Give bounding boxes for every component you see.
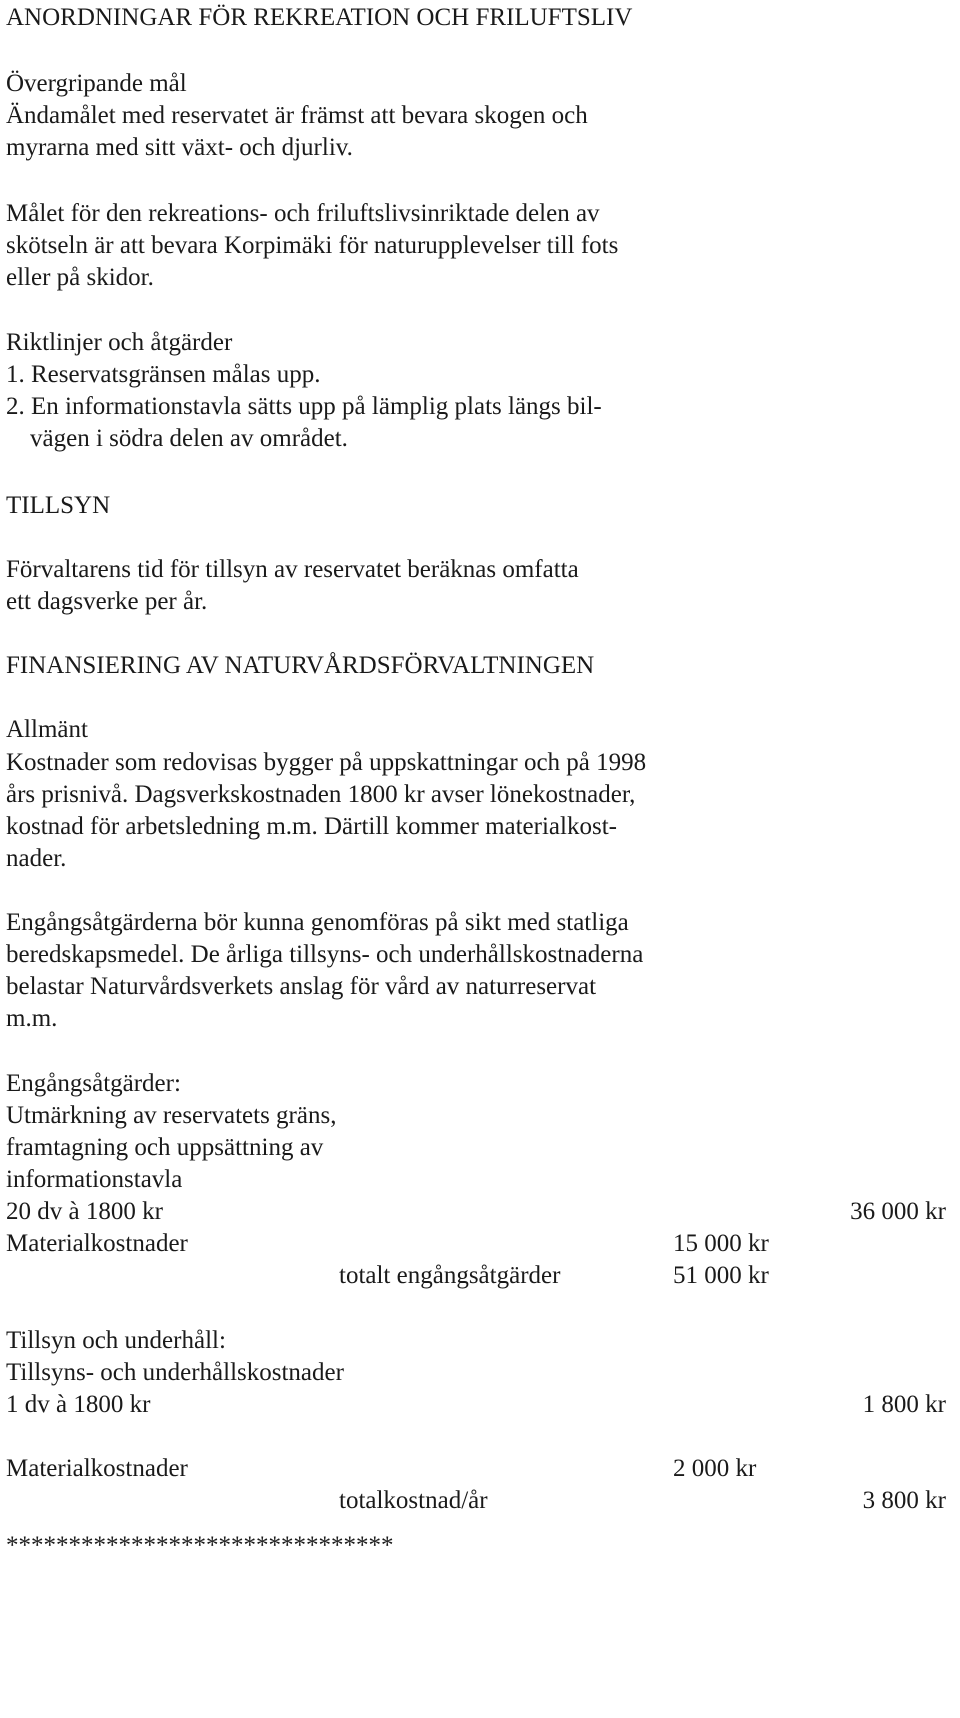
- goal-line: eller på skidor.: [6, 264, 154, 291]
- maintenance-total-amount: 3 800 kr: [862, 1487, 946, 1514]
- maintenance-labor-label: 1 dv à 1800 kr: [6, 1391, 151, 1418]
- one-time-text-line: belastar Naturvårdsverkets anslag för vård av naturreservat: [6, 973, 597, 1000]
- one-time-text-line: m.m.: [6, 1005, 58, 1032]
- overall-goal-heading: Övergripande mål: [6, 70, 187, 97]
- one-time-text-line: Engångsåtgärderna bör kunna genomföras på sikt med statliga: [6, 909, 629, 936]
- cost-row-total-amount: 51 000 kr: [673, 1262, 769, 1289]
- maintenance-material-label: Materialkostnader: [6, 1455, 188, 1482]
- supervision-text-line: ett dagsverke per år.: [6, 588, 208, 615]
- section-heading-supervision: TILLSYN: [6, 492, 111, 519]
- general-text-line: års prisnivå. Dagsverkskostnaden 1800 kr avser lönekostnader,: [6, 781, 636, 808]
- one-time-description-line: informationstavla: [6, 1166, 183, 1193]
- general-heading: Allmänt: [6, 716, 88, 743]
- one-time-text-line: beredskapsmedel. De årliga tillsyns- och underhållskostnaderna: [6, 941, 644, 968]
- maintenance-total-label: totalkostnad/år: [339, 1487, 488, 1514]
- guideline-item-continuation: vägen i södra delen av området.: [30, 425, 348, 452]
- guideline-item: 1. Reservatsgränsen målas upp.: [6, 361, 321, 388]
- maintenance-labor-amount: 1 800 kr: [862, 1391, 946, 1418]
- cost-row-material-label: Materialkostnader: [6, 1230, 188, 1257]
- maintenance-heading: Tillsyn och underhåll:: [6, 1327, 226, 1354]
- one-time-measures-heading: Engångsåtgärder:: [6, 1070, 181, 1097]
- cost-row-labor-amount: 36 000 kr: [850, 1198, 946, 1225]
- guideline-item: 2. En informationstavla sätts upp på lämplig plats längs bil-: [6, 393, 602, 420]
- purpose-line: myrarna med sitt växt- och djurliv.: [6, 134, 353, 161]
- cost-row-material-amount: 15 000 kr: [673, 1230, 769, 1257]
- goal-line: Målet för den rekreations- och friluftslivsinriktade delen av: [6, 200, 600, 227]
- purpose-line: Ändamålet med reservatet är främst att bevara skogen och: [6, 102, 588, 129]
- section-heading-financing: FINANSIERING AV NATURVÅRDSFÖRVALTNINGEN: [6, 652, 595, 679]
- cost-row-total-label: totalt engångsåtgärder: [339, 1262, 561, 1289]
- asterisk-divider: *******************************: [6, 1532, 394, 1559]
- general-text-line: kostnad för arbetsledning m.m. Därtill kommer materialkost-: [6, 813, 617, 840]
- goal-line: skötseln är att bevara Korpimäki för naturupplevelser till fots: [6, 232, 619, 259]
- maintenance-material-amount: 2 000 kr: [673, 1455, 757, 1482]
- section-heading-recreation: ANORDNINGAR FÖR REKREATION OCH FRILUFTSLIV: [6, 4, 633, 31]
- supervision-text-line: Förvaltarens tid för tillsyn av reservatet beräknas omfatta: [6, 556, 579, 583]
- general-text-line: Kostnader som redovisas bygger på uppskattningar och på 1998: [6, 749, 647, 776]
- guidelines-heading: Riktlinjer och åtgärder: [6, 329, 233, 356]
- general-text-line: nader.: [6, 845, 67, 872]
- maintenance-subheading: Tillsyns- och underhållskostnader: [6, 1359, 344, 1386]
- cost-row-labor-label: 20 dv à 1800 kr: [6, 1198, 163, 1225]
- one-time-description-line: Utmärkning av reservatets gräns,: [6, 1102, 337, 1129]
- one-time-description-line: framtagning och uppsättning av: [6, 1134, 324, 1161]
